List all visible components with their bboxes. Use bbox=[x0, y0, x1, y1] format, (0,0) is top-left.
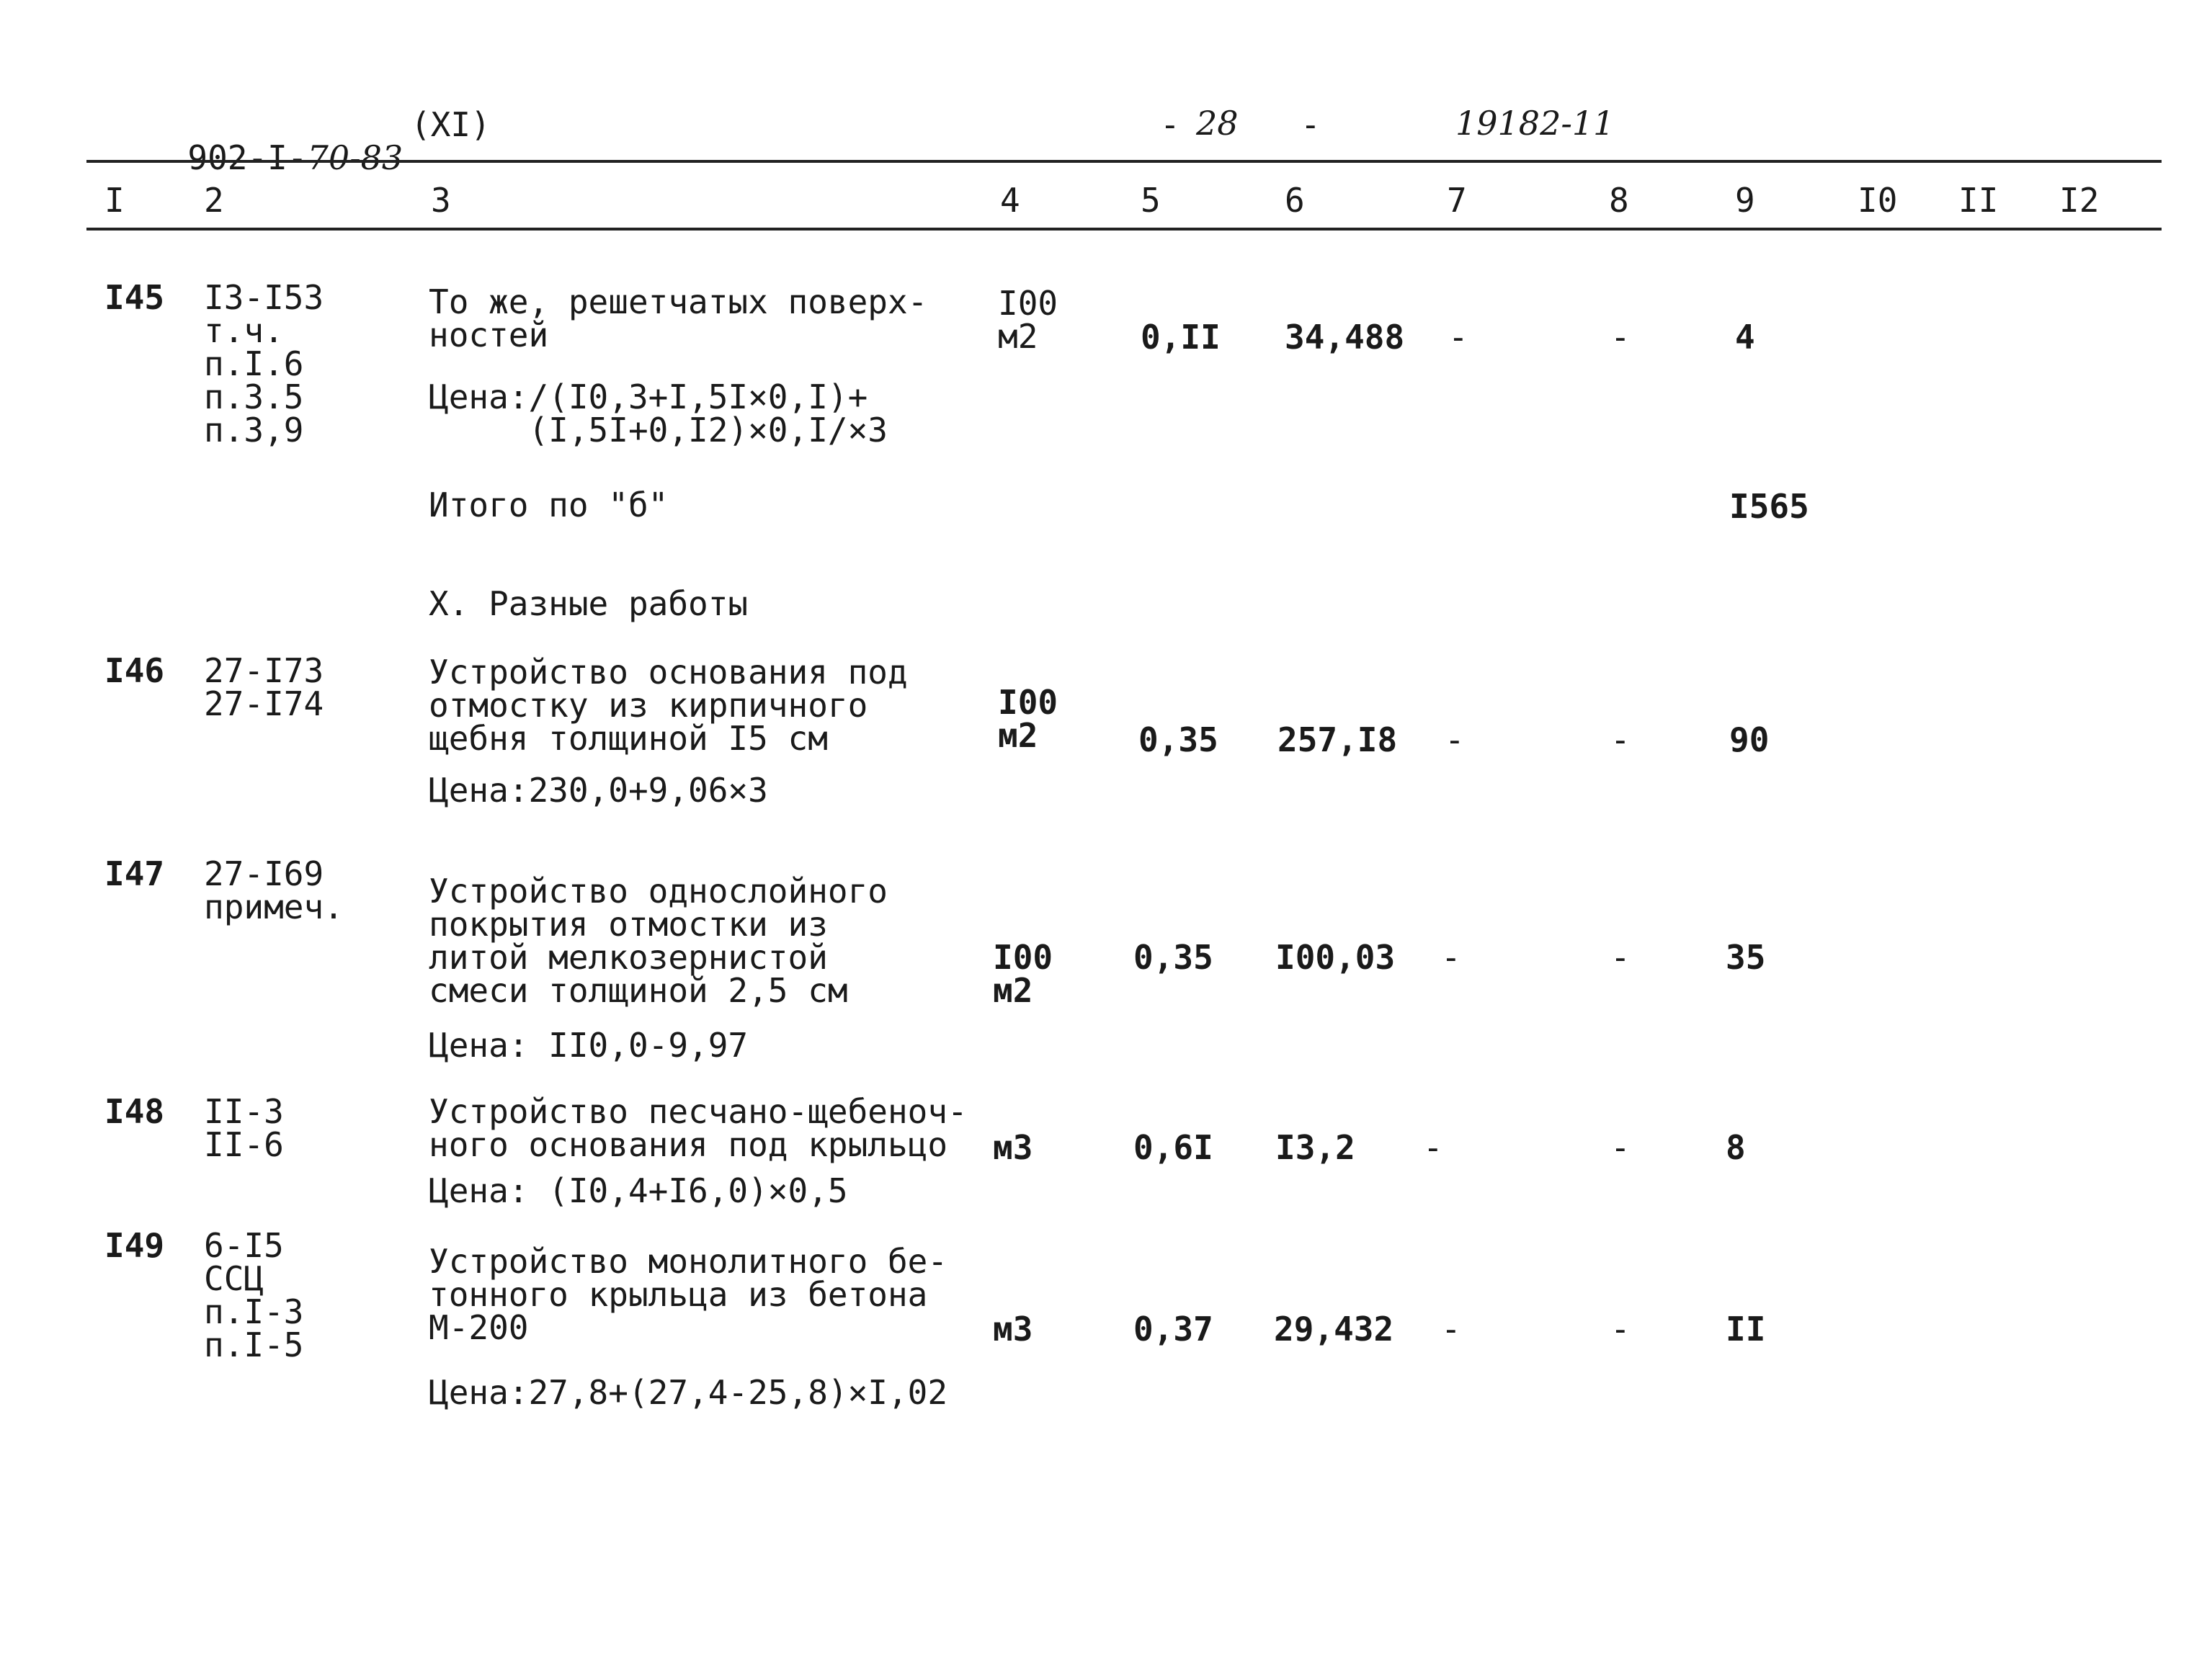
row-unit-cost: I00,03 bbox=[1275, 938, 1396, 977]
row-quantity: 0,37 bbox=[1133, 1310, 1213, 1349]
row-total: 35 bbox=[1726, 938, 1766, 977]
row-quantity: 0,II bbox=[1141, 318, 1221, 357]
doc-number-handwritten: 19182-11 bbox=[1455, 104, 1615, 143]
col-header-6: 6 bbox=[1285, 181, 1305, 220]
row-code: 6-I5 ССЦ п.I-3 п.I-5 bbox=[204, 1226, 304, 1364]
row-quantity: 0,35 bbox=[1138, 720, 1218, 759]
row-col8: - bbox=[1610, 938, 1631, 977]
col-header-4: 4 bbox=[1000, 181, 1020, 220]
row-col8: - bbox=[1610, 1128, 1631, 1167]
row-description: Устройство однослойного покрытия отмостки из литой мелкозернистой смеси толщиной 2,5 см bbox=[429, 872, 888, 1010]
row-col8: - bbox=[1610, 720, 1631, 759]
row-unit: I00 м2 bbox=[998, 683, 1058, 755]
page-dash-left: - bbox=[1160, 105, 1180, 144]
row-unit: м3 bbox=[993, 1128, 1033, 1167]
col-header-11: II bbox=[1958, 181, 1999, 220]
col-header-8: 8 bbox=[1609, 181, 1629, 220]
row-number: I49 bbox=[104, 1226, 165, 1265]
row-total: 90 bbox=[1729, 720, 1770, 759]
row-code: I3-I53 т.ч. п.I.6 п.3.5 п.3,9 bbox=[204, 278, 324, 450]
row-col7: - bbox=[1423, 1128, 1443, 1167]
row-description: То же, решетчатых поверх- ностей bbox=[429, 282, 928, 354]
row-number: I48 bbox=[104, 1092, 165, 1131]
row-number: I46 bbox=[104, 651, 165, 690]
row-unit: I00 м2 bbox=[998, 284, 1058, 356]
row-quantity: 0,6I bbox=[1133, 1128, 1213, 1167]
row-col8: - bbox=[1610, 1310, 1631, 1349]
row-col7: - bbox=[1448, 318, 1468, 357]
row-number: I47 bbox=[104, 854, 165, 893]
col-header-1: I bbox=[104, 181, 125, 220]
row-description: Устройство основания под отмостку из кирпичного щебня толщиной I5 см bbox=[429, 653, 908, 758]
section-heading: X. Разные работы bbox=[429, 584, 749, 623]
col-header-5: 5 bbox=[1141, 181, 1161, 220]
row-col7: - bbox=[1441, 938, 1461, 977]
row-code: 27-I69 примеч. bbox=[204, 854, 344, 926]
doc-suffix: (XI) bbox=[411, 105, 491, 144]
page-dash-right: - bbox=[1301, 105, 1321, 144]
row-col7: - bbox=[1445, 720, 1465, 759]
row-col8: - bbox=[1610, 318, 1631, 357]
row-price-formula: Цена:230,0+9,06×3 bbox=[429, 771, 768, 810]
row-total: II bbox=[1726, 1310, 1766, 1349]
row-price-formula: Цена:27,8+(27,4-25,8)×I,02 bbox=[429, 1373, 948, 1412]
row-price-formula: Цена:/(I0,3+I,5I×0,I)+ (I,5I+0,I2)×0,I/×3 bbox=[429, 377, 888, 450]
col-header-9: 9 bbox=[1735, 181, 1755, 220]
col-header-3: 3 bbox=[431, 181, 451, 220]
row-price-formula: Цена: II0,0-9,97 bbox=[429, 1026, 749, 1065]
col-header-2: 2 bbox=[204, 181, 224, 220]
header-top-rule bbox=[86, 160, 2162, 163]
col-header-10: I0 bbox=[1858, 181, 1898, 220]
row-unit-cost: I3,2 bbox=[1275, 1128, 1355, 1167]
header-bottom-rule bbox=[86, 228, 2162, 231]
col-header-7: 7 bbox=[1447, 181, 1467, 220]
page-number: 28 bbox=[1196, 104, 1239, 143]
row-description: Устройство песчано-щебеноч- ного основания под крыльцо bbox=[429, 1092, 968, 1164]
row-col7: - bbox=[1441, 1310, 1461, 1349]
row-unit: м3 bbox=[993, 1310, 1033, 1349]
row-price-formula: Цена: (I0,4+I6,0)×0,5 bbox=[429, 1171, 848, 1210]
subtotal-value: I565 bbox=[1729, 487, 1809, 526]
row-unit-cost: 34,488 bbox=[1285, 318, 1405, 357]
row-unit-cost: 29,432 bbox=[1274, 1310, 1394, 1349]
row-number: I45 bbox=[104, 278, 165, 317]
row-total: 8 bbox=[1726, 1128, 1746, 1167]
doc-code-handwritten: 70-83 bbox=[307, 138, 403, 177]
subtotal-label: Итого по "б" bbox=[429, 486, 669, 524]
doc-code-print: 902-I- bbox=[187, 138, 308, 177]
col-header-12: I2 bbox=[2059, 181, 2100, 220]
row-unit-cost: 257,I8 bbox=[1277, 720, 1398, 759]
row-total: 4 bbox=[1735, 318, 1755, 357]
row-code: 27-I73 27-I74 bbox=[204, 651, 324, 723]
row-unit: I00 м2 bbox=[993, 938, 1053, 1010]
row-code: II-3 II-6 bbox=[204, 1092, 284, 1164]
doc-code bbox=[148, 108, 403, 177]
row-quantity: 0,35 bbox=[1133, 938, 1213, 977]
row-description: Устройство монолитного бе- тонного крыльца из бетона М-200 bbox=[429, 1242, 948, 1347]
